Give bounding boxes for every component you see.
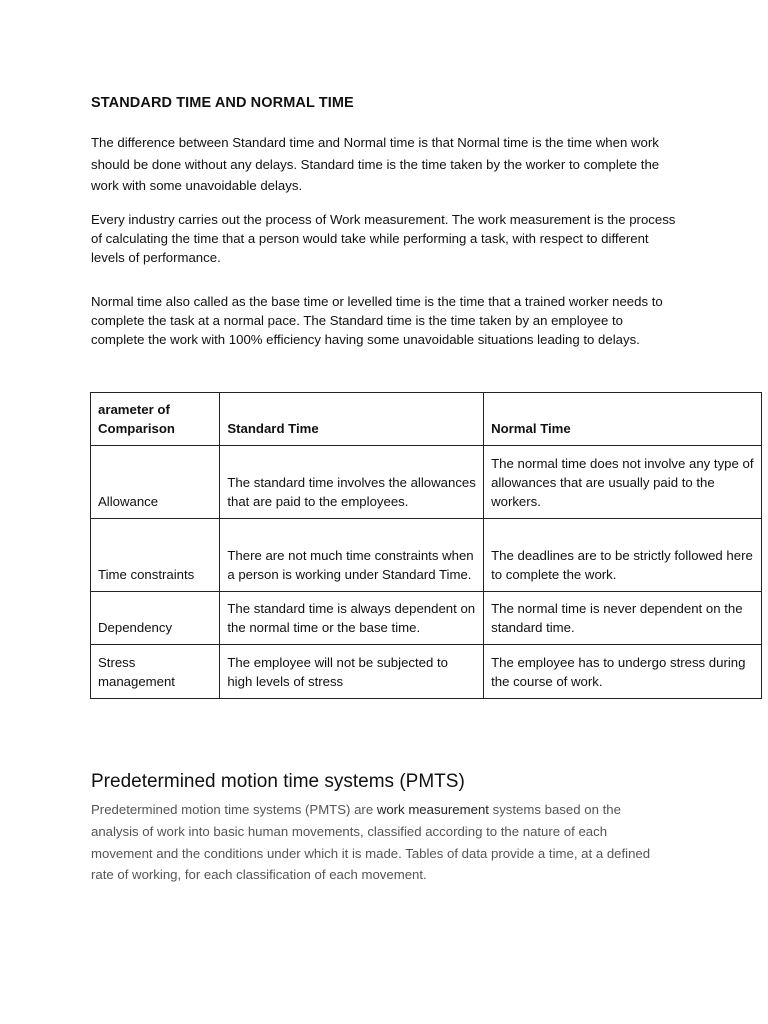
- pmts-paragraph: [91, 799, 671, 886]
- row-normal-time: The normal time does not involve any type of allowances that are usually paid to the workers.: [484, 446, 762, 519]
- work-measurement-link[interactable]: work measurement: [376, 802, 489, 817]
- row-standard-time: The standard time involves the allowances that are paid to the employees.: [220, 446, 484, 519]
- table-row: [91, 446, 762, 519]
- pmts-heading: Predetermined motion time systems (PMTS): [91, 771, 465, 792]
- table-row: [91, 519, 762, 592]
- header-standard-time: Standard Time: [220, 393, 484, 446]
- header-normal-time: Normal Time: [484, 393, 762, 446]
- work-measurement-paragraph: Every industry carries out the process of Work measurement. The work measurement is the process of calculating the time that a person would take while performing a task, with respect to different levels of performance.: [91, 212, 676, 265]
- row-standard-time: The standard time is always dependent on the normal time or the base time.: [220, 592, 484, 645]
- row-parameter: Time constraints: [91, 519, 220, 592]
- intro-paragraph: The difference between Standard time and Normal time is that Normal time is the time when work should be done without any delays. Standard time is the time taken by the worker to complete the work with some unavoidable delays.: [91, 135, 660, 193]
- row-parameter: Stress management: [91, 645, 220, 699]
- table-row: [91, 592, 762, 645]
- normal-time-paragraph: Normal time also called as the base time or levelled time is the time that a trained worker needs to complete the task at a normal pace. The Standard time is the time taken by an employee to complete the work with 100% efficiency having some unavoidable situations leading to delays.: [91, 294, 663, 347]
- header-parameter: arameter of Comparison: [91, 393, 220, 446]
- row-standard-time: There are not much time constraints when a person is working under Standard Time.: [220, 519, 484, 592]
- section-heading: STANDARD TIME AND NORMAL TIME: [91, 95, 354, 111]
- row-standard-time: The employee will not be subjected to high levels of stress: [220, 645, 484, 699]
- row-normal-time: The employee has to undergo stress during the course of work.: [484, 645, 762, 699]
- pmts-body-end: systems based on the analysis of work into basic human movements, classified according to the nature of each movement and the conditions under which it is made. Tables of data provide a time, at a defined rate of working, for each classification of each movement.: [91, 802, 651, 883]
- pmts-body-start: Predetermined motion time systems (PMTS) are: [91, 802, 377, 817]
- row-parameter: Dependency: [91, 592, 220, 645]
- table-header-row: [91, 393, 762, 446]
- table-row: [91, 645, 762, 699]
- row-parameter: Allowance: [91, 446, 220, 519]
- row-normal-time: The deadlines are to be strictly followed here to complete the work.: [484, 519, 762, 592]
- row-normal-time: The normal time is never dependent on the standard time.: [484, 592, 762, 645]
- comparison-table: [90, 392, 762, 699]
